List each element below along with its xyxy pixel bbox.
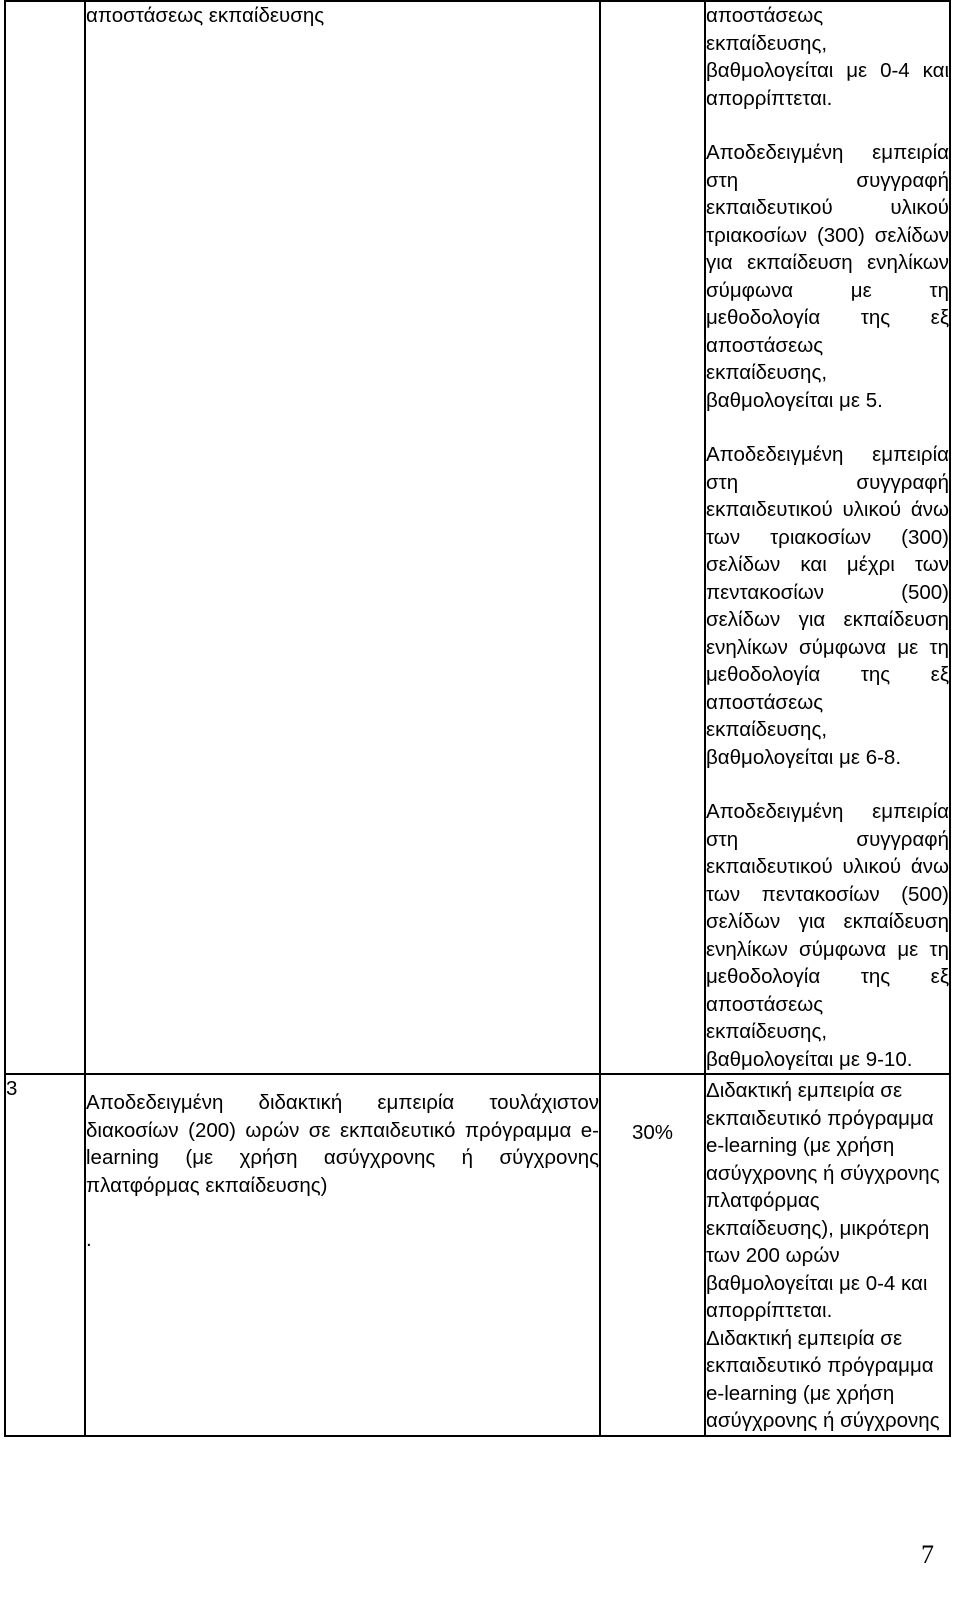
scoring-cell bbox=[705, 1, 950, 1074]
criterion-text: αποστάσεως εκπαίδευσης bbox=[86, 4, 325, 27]
evaluation-criteria-table bbox=[4, 0, 951, 1437]
scoring-paragraph: Αποδεδειγμένη εμπειρία στη συγγραφή εκπαιδευτικού υλικού τριακοσίων (300) σελίδων για εκπαίδευση ενηλίκων σύμφωνα με τη μεθοδολογία της εξ αποστάσεως εκπαίδευσης, βαθμολογείται με 5. bbox=[706, 141, 949, 412]
criterion-cell bbox=[85, 1074, 600, 1436]
page-number: 7 bbox=[921, 1540, 934, 1569]
scoring-paragraph: Διδακτική εμπειρία σε εκπαιδευτικό πρόγραμμα e-learning (με χρήση ασύγχρονης ή σύγχρονης πλατφόρμας εκπαίδευσης), μικρότερη των 200 ωρών βαθμολογείται με 0-4 και απορρίπτεται. bbox=[706, 1079, 940, 1322]
criterion-tail: . bbox=[86, 1228, 92, 1251]
criterion-text: Αποδεδειγμένη διδακτική εμπειρία τουλάχιστον διακοσίων (200) ωρών σε εκπαιδευτικό πρόγραμμα e-learning (με χρήση ασύγχρονης ή σύγχρονης πλατφόρμας εκπαίδευσης) bbox=[86, 1091, 599, 1197]
row-number-cell bbox=[5, 1, 85, 1074]
scoring-paragraph: Αποδεδειγμένη εμπειρία στη συγγραφή εκπαιδευτικού υλικού άνω των πεντακοσίων (500) σελίδων για εκπαίδευση ενηλίκων σύμφωνα με τη μεθοδολογία της εξ αποστάσεως εκπαίδευσης, βαθμολογείται με 9-10. bbox=[706, 800, 949, 1071]
scoring-paragraph: αποστάσεως εκπαίδευσης, βαθμολογείται με 0-4 και απορρίπτεται. bbox=[706, 4, 949, 110]
criterion-cell bbox=[85, 1, 600, 1074]
scoring-cell bbox=[705, 1074, 950, 1436]
weight-cell bbox=[600, 1, 705, 1074]
table-row bbox=[5, 1074, 950, 1436]
weight-cell: 30% bbox=[600, 1074, 705, 1436]
table-row bbox=[5, 1, 950, 1074]
scoring-paragraph: Αποδεδειγμένη εμπειρία στη συγγραφή εκπαιδευτικού υλικού άνω των τριακοσίων (300) σελίδων και μέχρι των πεντακοσίων (500) σελίδων για εκπαίδευση ενηλίκων σύμφωνα με τη μεθοδολογία της εξ αποστάσεως εκπαίδευσης, βαθμολογείται με 6-8. bbox=[706, 443, 949, 769]
row-number-cell: 3 bbox=[5, 1074, 85, 1436]
scoring-paragraph: Διδακτική εμπειρία σε εκπαιδευτικό πρόγραμμα e-learning (με χρήση ασύγχρονης ή σύγχρονης bbox=[706, 1326, 940, 1432]
